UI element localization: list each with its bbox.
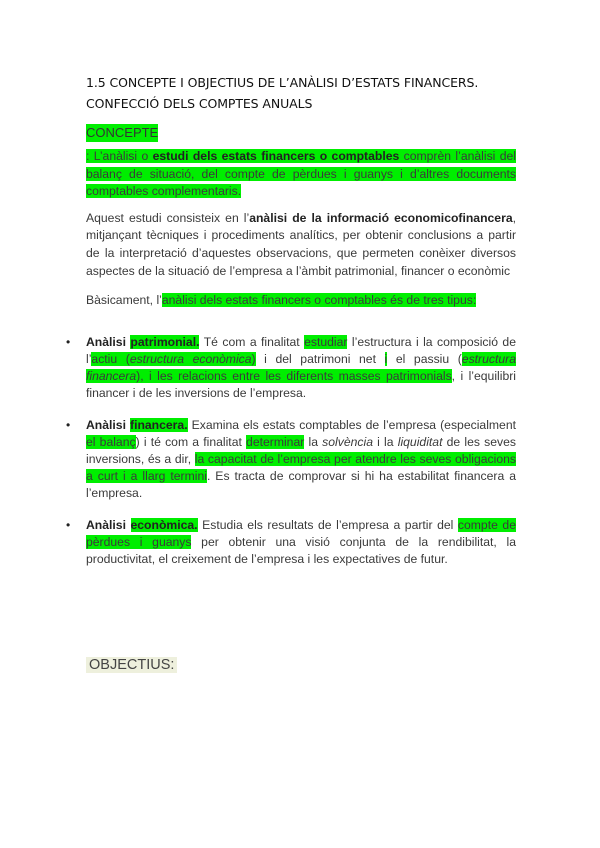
b2-t6: determinar xyxy=(246,434,305,449)
b3-t5: per obtenir una visió conjunta de la rendibilitat, la productivitat, el creixement de l’empresa i les expectatives de futur. xyxy=(86,534,516,566)
b2-t7: la xyxy=(304,434,323,449)
para3-b: anàlisi dels estats financers o comptables és de tres tipus: xyxy=(161,293,477,308)
b2-t13: . Es tracta de comprovar si hi ha estabilitat financera a l’empresa. xyxy=(86,469,516,501)
b2-t1: Anàlisi xyxy=(86,417,131,432)
b2-t2: financera. xyxy=(130,417,188,432)
b3-t2: econòmica. xyxy=(130,517,198,532)
b1-t15: i les relacions entre les diferents masses patrimonials xyxy=(149,369,452,384)
b3-t3: Estudia els resultats de l’empresa a partir del xyxy=(197,517,458,532)
b1-t16: , i l’equilibri financer i de les inversions de l’empresa. xyxy=(86,369,516,401)
analysis-types-list xyxy=(86,334,516,568)
b2-t9: i la xyxy=(372,434,398,449)
b1-t9: ) xyxy=(251,351,256,366)
b1-t2: patrimonial. xyxy=(130,334,200,349)
heading-line-2: CONFECCIÓ DELS COMPTES ANUALS xyxy=(86,96,313,111)
b1-t1: Anàlisi xyxy=(86,334,131,349)
list-item-economica xyxy=(86,517,516,569)
b1-t5: l’estructura i la composició de l’ xyxy=(86,334,516,366)
para2-c: , mitjançant tècniques i procediments analítics, per obtenir conclusions a partir de la interpretació d’aquestes observacions, que permeten conèixer diversos aspectes de la situació de l’empresa a l’àmbit patrimonial, financer o econòmic xyxy=(86,210,516,278)
b1-t10: i del patrimoni net xyxy=(255,351,385,366)
b2-t3: Examina els estats comptables de l’empresa (especialment xyxy=(187,417,516,432)
para2-a: Aquest estudi consisteix en l’ xyxy=(86,210,250,225)
b1-t8: estructura econòmica xyxy=(129,351,252,366)
b1-t3: Té com a finalitat xyxy=(199,334,305,349)
b2-t4: el balanç xyxy=(86,434,136,449)
para1-a: : L’anàlisi o xyxy=(86,149,153,163)
para1-b: estudi dels estats financers o comptables xyxy=(152,149,400,163)
b1-t4: estudiar xyxy=(304,334,348,349)
b1-t12: el passiu ( xyxy=(387,351,462,366)
paragraph-definition xyxy=(86,148,516,201)
b2-t8: solvència xyxy=(322,434,373,449)
concepte-label: CONCEPTE xyxy=(86,125,159,140)
document-body xyxy=(86,72,516,582)
para3-a: Bàsicament, l’ xyxy=(86,293,162,308)
heading-line-1: 1.5 CONCEPTE I OBJECTIUS DE L’ANÀLISI D’ESTATS FINANCERS. xyxy=(86,75,479,90)
b1-t13: estructura financera xyxy=(86,351,516,384)
b2-t10: liquiditat xyxy=(397,434,443,449)
paragraph-consists xyxy=(86,210,516,280)
b3-t1: Anàlisi xyxy=(86,517,131,532)
b2-t12: la capacitat de l’empresa per atendre les seves obligacions a curt i a llarg termini xyxy=(86,451,516,484)
list-item-financera xyxy=(86,417,516,503)
b2-t11: de les seves inversions, és a dir, xyxy=(86,434,516,466)
b1-t14: ), xyxy=(136,369,149,384)
para1-c: comprèn l’anàlisi del balanç de situació, del compte de pèrdues i guanys i d’altres documents comptables complementaris. xyxy=(86,149,516,199)
b1-t6: actiu xyxy=(91,351,118,366)
b3-t4: compte de pèrdues i guanys xyxy=(86,517,516,549)
b1-t11: i xyxy=(384,351,388,366)
b2-t5: ) i té com a finalitat xyxy=(135,434,247,449)
section-heading xyxy=(86,72,516,114)
paragraph-types xyxy=(86,292,516,310)
b1-t7: ( xyxy=(117,351,130,366)
objectius-label: OBJECTIUS: xyxy=(86,657,177,673)
para2-b: anàlisi de la informació economicofinancera xyxy=(249,210,513,225)
list-item-patrimonial xyxy=(86,334,516,403)
